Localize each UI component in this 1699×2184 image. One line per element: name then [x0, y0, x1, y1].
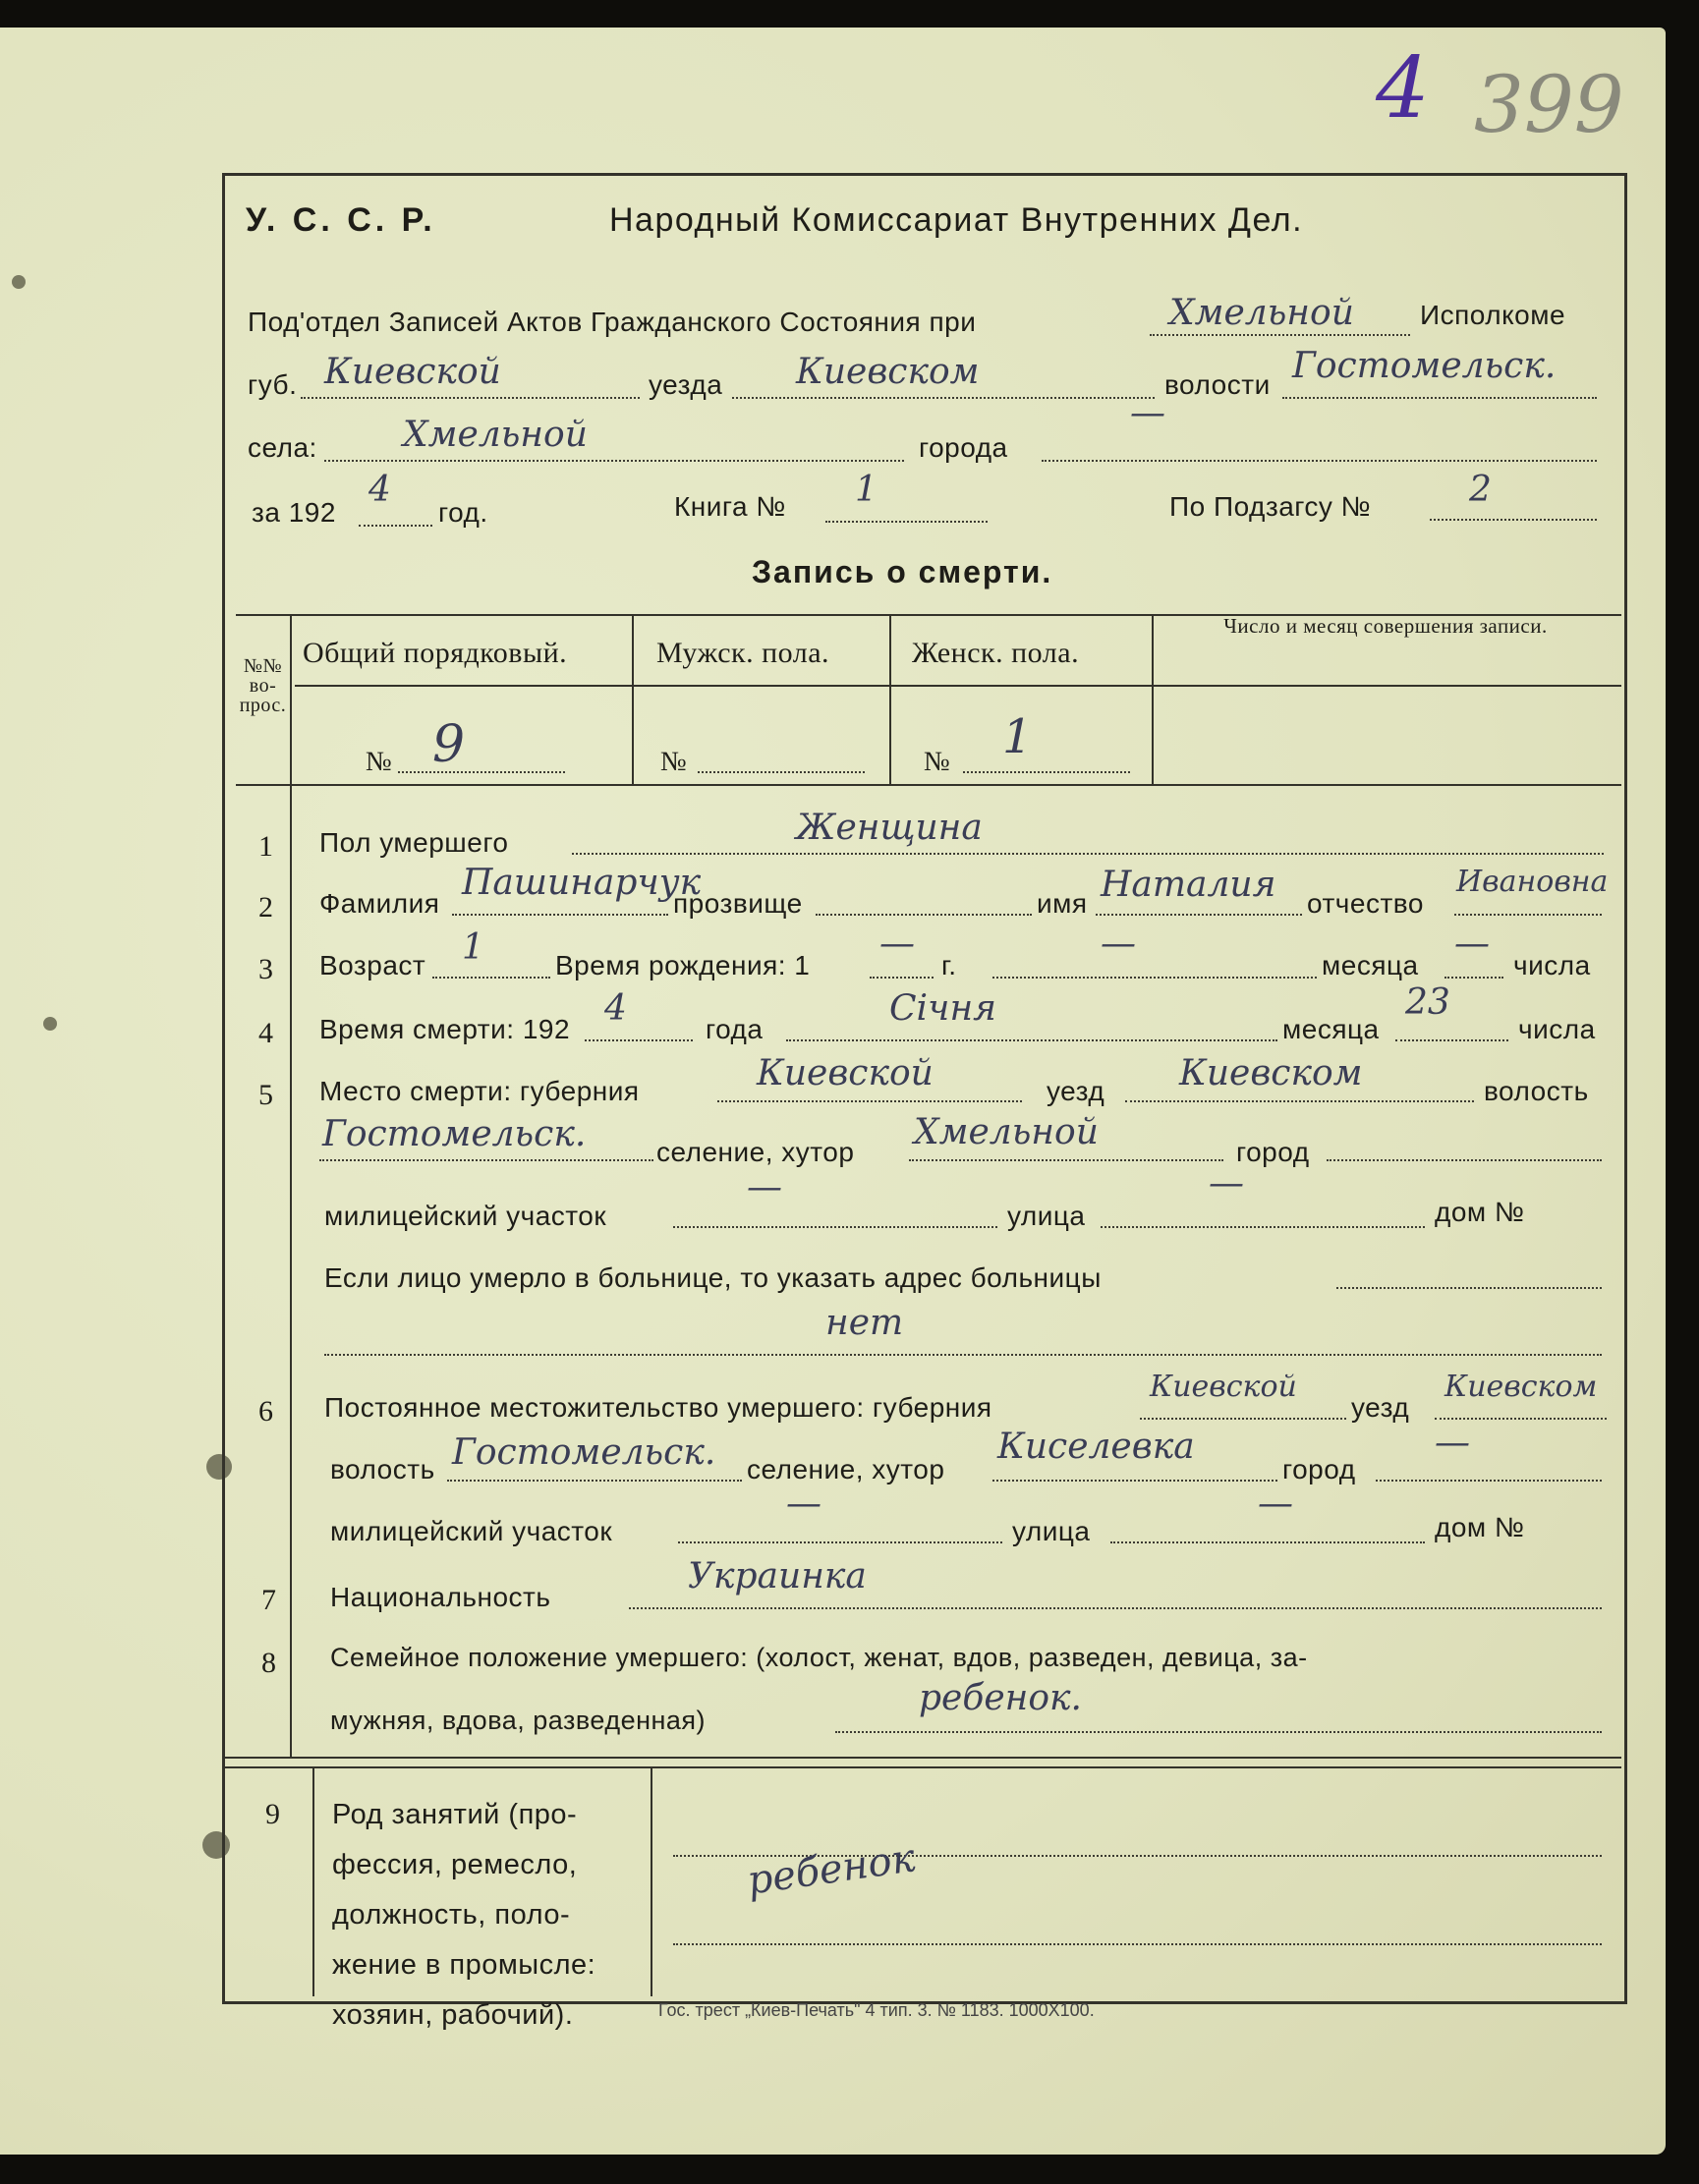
- res-street-label: улица: [1012, 1516, 1091, 1546]
- table-border: [1152, 614, 1154, 784]
- field-line: [678, 1541, 1002, 1543]
- nationality-label: Национальность: [330, 1582, 551, 1612]
- res-militia-label: милицейский участок: [330, 1516, 613, 1546]
- patronymic-label: отчество: [1307, 888, 1424, 919]
- female-no-prefix: №: [924, 747, 951, 777]
- field-line: [673, 1226, 997, 1228]
- field-line: [1125, 1100, 1474, 1102]
- record-title: Запись о смерти.: [752, 554, 1053, 589]
- name-value: Наталия: [1101, 865, 1276, 905]
- field-line: [319, 1159, 653, 1161]
- res-settlement-value: Киселевка: [997, 1427, 1195, 1467]
- place-settlement-label: селение, хутор: [656, 1137, 855, 1167]
- subzags-label: По Подзагсу №: [1169, 491, 1372, 522]
- place-uezd-value: Киевском: [1179, 1053, 1363, 1093]
- res-militia-value: —: [786, 1484, 821, 1524]
- col-general: Общий порядковый.: [303, 637, 568, 669]
- year-label: за 192: [252, 497, 336, 528]
- field-line: [1110, 1541, 1425, 1543]
- q9-number: 9: [265, 1798, 280, 1830]
- selo-label: села:: [248, 432, 317, 463]
- res-uezd-label: уезд: [1351, 1392, 1410, 1423]
- field-line: [992, 977, 1317, 979]
- field-line: [585, 1039, 693, 1041]
- question-column-border: [290, 784, 292, 1757]
- field-line: [452, 914, 668, 916]
- general-no-value: 9: [432, 715, 466, 774]
- occupation-label-line: жение в промысле:: [332, 1949, 596, 1981]
- field-line: [1140, 1418, 1346, 1420]
- field-line: [324, 1354, 1602, 1356]
- birth-month-value: —: [1101, 924, 1136, 964]
- binding-hole: [43, 1017, 57, 1031]
- col-male: Мужск. пола.: [656, 637, 830, 669]
- res-house-label: дом №: [1435, 1512, 1525, 1542]
- field-line: [1454, 914, 1602, 916]
- col-question: №№ во-прос.: [239, 655, 287, 716]
- gorod-value: —: [1130, 393, 1165, 433]
- q4-number: 4: [258, 1017, 273, 1049]
- occupation-label: [332, 1790, 595, 2041]
- q7-number: 7: [261, 1584, 276, 1616]
- table-border: [222, 1757, 1621, 1759]
- general-no-prefix: №: [366, 747, 393, 777]
- book-label: Книга №: [674, 491, 786, 522]
- table-border: [889, 614, 891, 784]
- place-uezd-label: уезд: [1047, 1076, 1105, 1106]
- death-month-label: месяца: [1282, 1014, 1380, 1044]
- gub-label: губ.: [248, 369, 298, 400]
- field-line: [698, 771, 865, 773]
- field-line: [1042, 460, 1597, 462]
- nationality-value: Украинка: [688, 1556, 867, 1596]
- death-month-value: Січня: [889, 988, 997, 1029]
- volost-value: Гостомельск.: [1292, 346, 1557, 386]
- year-value: 4: [368, 470, 391, 510]
- field-line: [732, 397, 1155, 399]
- marital-label: Семейное положение умершего: (холост, женат, вдов, разведен, девица, за-: [330, 1643, 1308, 1672]
- field-line: [359, 525, 432, 527]
- field-line: [1376, 1480, 1602, 1482]
- table-border: [222, 1766, 1621, 1768]
- gorod-label: города: [919, 432, 1008, 463]
- occupation-border: [312, 1766, 314, 1996]
- sex-value: Женщина: [796, 808, 983, 848]
- place-house-label: дом №: [1435, 1197, 1525, 1227]
- header-ministry: Народный Комиссариат Внутренних Дел.: [609, 201, 1304, 239]
- death-time-label: Время смерти: 192: [319, 1014, 571, 1044]
- field-line: [1096, 914, 1302, 916]
- place-street-value: —: [1209, 1163, 1244, 1204]
- place-settlement-value: Хмельной: [914, 1112, 1099, 1152]
- uezd-value: Киевском: [796, 352, 980, 392]
- village-council-value: Хмельной: [1169, 293, 1354, 333]
- hospital-value: нет: [825, 1303, 904, 1343]
- field-line: [786, 1039, 1277, 1041]
- res-settlement-label: селение, хутор: [747, 1454, 945, 1484]
- nickname-label: прозвище: [673, 888, 803, 919]
- place-city-label: город: [1236, 1137, 1310, 1167]
- death-year-value: 4: [604, 988, 627, 1029]
- patronymic-value: Ивановна: [1456, 865, 1609, 899]
- res-city-value: —: [1435, 1423, 1470, 1463]
- table-border: [1160, 685, 1612, 687]
- field-line: [1150, 334, 1410, 336]
- uezd-label: уезда: [649, 369, 723, 400]
- occupation-border: [651, 1766, 652, 1996]
- place-volost-label: волость: [1484, 1076, 1589, 1106]
- place-gub-label: Место смерти: губерния: [319, 1076, 640, 1106]
- field-line: [572, 853, 1604, 855]
- occupation-value: ребенок: [744, 1835, 919, 1904]
- field-line: [835, 1731, 1602, 1733]
- field-line: [1327, 1159, 1602, 1161]
- hospital-label: Если лицо умерло в больнице, то указать адрес больницы: [324, 1262, 1102, 1293]
- res-street-value: —: [1258, 1484, 1293, 1524]
- death-year-word: года: [706, 1014, 764, 1044]
- birth-month-label: месяца: [1322, 950, 1419, 980]
- field-line: [825, 521, 988, 523]
- gub-value: Киевской: [324, 352, 501, 392]
- field-line: [909, 1159, 1223, 1161]
- res-city-label: город: [1282, 1454, 1356, 1484]
- field-line: [432, 977, 550, 979]
- q1-number: 1: [258, 830, 273, 863]
- birth-g-label: г.: [941, 950, 957, 980]
- place-militia-value: —: [747, 1167, 782, 1207]
- table-border: [290, 614, 292, 784]
- field-line: [816, 914, 1032, 916]
- god-label: год.: [438, 497, 488, 528]
- sheet-number-annotation: 399: [1474, 59, 1624, 150]
- death-day-value: 23: [1405, 982, 1450, 1023]
- age-label: Возраст: [319, 950, 426, 980]
- binding-hole: [12, 275, 26, 289]
- place-volost-value: Гостомельск.: [322, 1114, 587, 1154]
- header-ussr: У. С. С. Р.: [246, 201, 436, 239]
- field-line: [992, 1480, 1277, 1482]
- selo-value: Хмельной: [403, 415, 588, 455]
- subzags-value: 2: [1469, 470, 1492, 510]
- occupation-label-line: Род занятий (про-: [332, 1799, 578, 1830]
- q8-number: 8: [261, 1647, 276, 1679]
- marital-label-2: мужняя, вдова, разведенная): [330, 1706, 707, 1735]
- place-militia-label: милицейский участок: [324, 1201, 607, 1231]
- res-uezd-value: Киевском: [1444, 1370, 1598, 1404]
- field-line: [673, 1943, 1602, 1945]
- col-date: Число и месяц совершения записи.: [1223, 614, 1548, 638]
- col-female: Женск. пола.: [912, 637, 1080, 669]
- field-line: [963, 771, 1130, 773]
- occupation-label-line: должность, поло-: [332, 1899, 571, 1931]
- place-street-label: улица: [1007, 1201, 1086, 1231]
- q2-number: 2: [258, 891, 273, 924]
- q5-number: 5: [258, 1079, 273, 1111]
- occupation-label-line: фессия, ремесло,: [332, 1849, 578, 1880]
- birth-year-value: —: [879, 924, 915, 964]
- res-gub-value: Киевской: [1150, 1370, 1297, 1404]
- q3-number: 3: [258, 953, 273, 985]
- female-no-value: 1: [1002, 709, 1033, 764]
- field-line: [1444, 977, 1503, 979]
- field-line: [1395, 1039, 1508, 1041]
- q6-number: 6: [258, 1395, 273, 1428]
- surname-label: Фамилия: [319, 888, 440, 919]
- field-line: [1435, 1418, 1607, 1420]
- field-line: [301, 397, 640, 399]
- volost-label: волости: [1164, 369, 1271, 400]
- place-gub-value: Киевской: [757, 1053, 934, 1093]
- field-line: [717, 1100, 1022, 1102]
- res-volost-label: волость: [330, 1454, 435, 1484]
- name-label: имя: [1037, 888, 1088, 919]
- birth-day-value: —: [1454, 924, 1490, 964]
- sex-label: Пол умершего: [319, 827, 509, 858]
- surname-value: Пашинарчук: [462, 863, 702, 903]
- field-line: [1282, 397, 1597, 399]
- field-line: [398, 771, 565, 773]
- residence-label: Постоянное местожительство умершего: губерния: [324, 1392, 992, 1423]
- field-line: [629, 1607, 1602, 1609]
- res-volost-value: Гостомельск.: [452, 1432, 716, 1473]
- male-no-prefix: №: [660, 747, 688, 777]
- subdept-label: Под'отдел Записей Актов Гражданского Состояния при: [248, 307, 977, 337]
- birth-day-label: числа: [1513, 950, 1591, 980]
- field-line: [1101, 1226, 1425, 1228]
- table-border: [632, 614, 634, 784]
- field-line: [324, 460, 904, 462]
- page-number-annotation: 4: [1376, 39, 1430, 138]
- age-value: 1: [462, 927, 484, 968]
- table-border: [236, 784, 1621, 786]
- field-line: [1336, 1287, 1602, 1289]
- printer-footer: Гос. трест „Киев-Печать" 4 тип. 3. № 1183. 1000Х100.: [658, 2000, 1095, 2020]
- executive-label: Исполкоме: [1420, 300, 1566, 330]
- field-line: [447, 1480, 742, 1482]
- occupation-label-line: хозяин, рабочий).: [332, 1999, 574, 2031]
- death-day-label: числа: [1518, 1014, 1596, 1044]
- field-line: [1430, 519, 1597, 521]
- book-value: 1: [855, 470, 878, 510]
- birth-label: Время рождения: 1: [555, 950, 811, 980]
- field-line: [870, 977, 934, 979]
- marital-value: ребенок.: [919, 1678, 1082, 1718]
